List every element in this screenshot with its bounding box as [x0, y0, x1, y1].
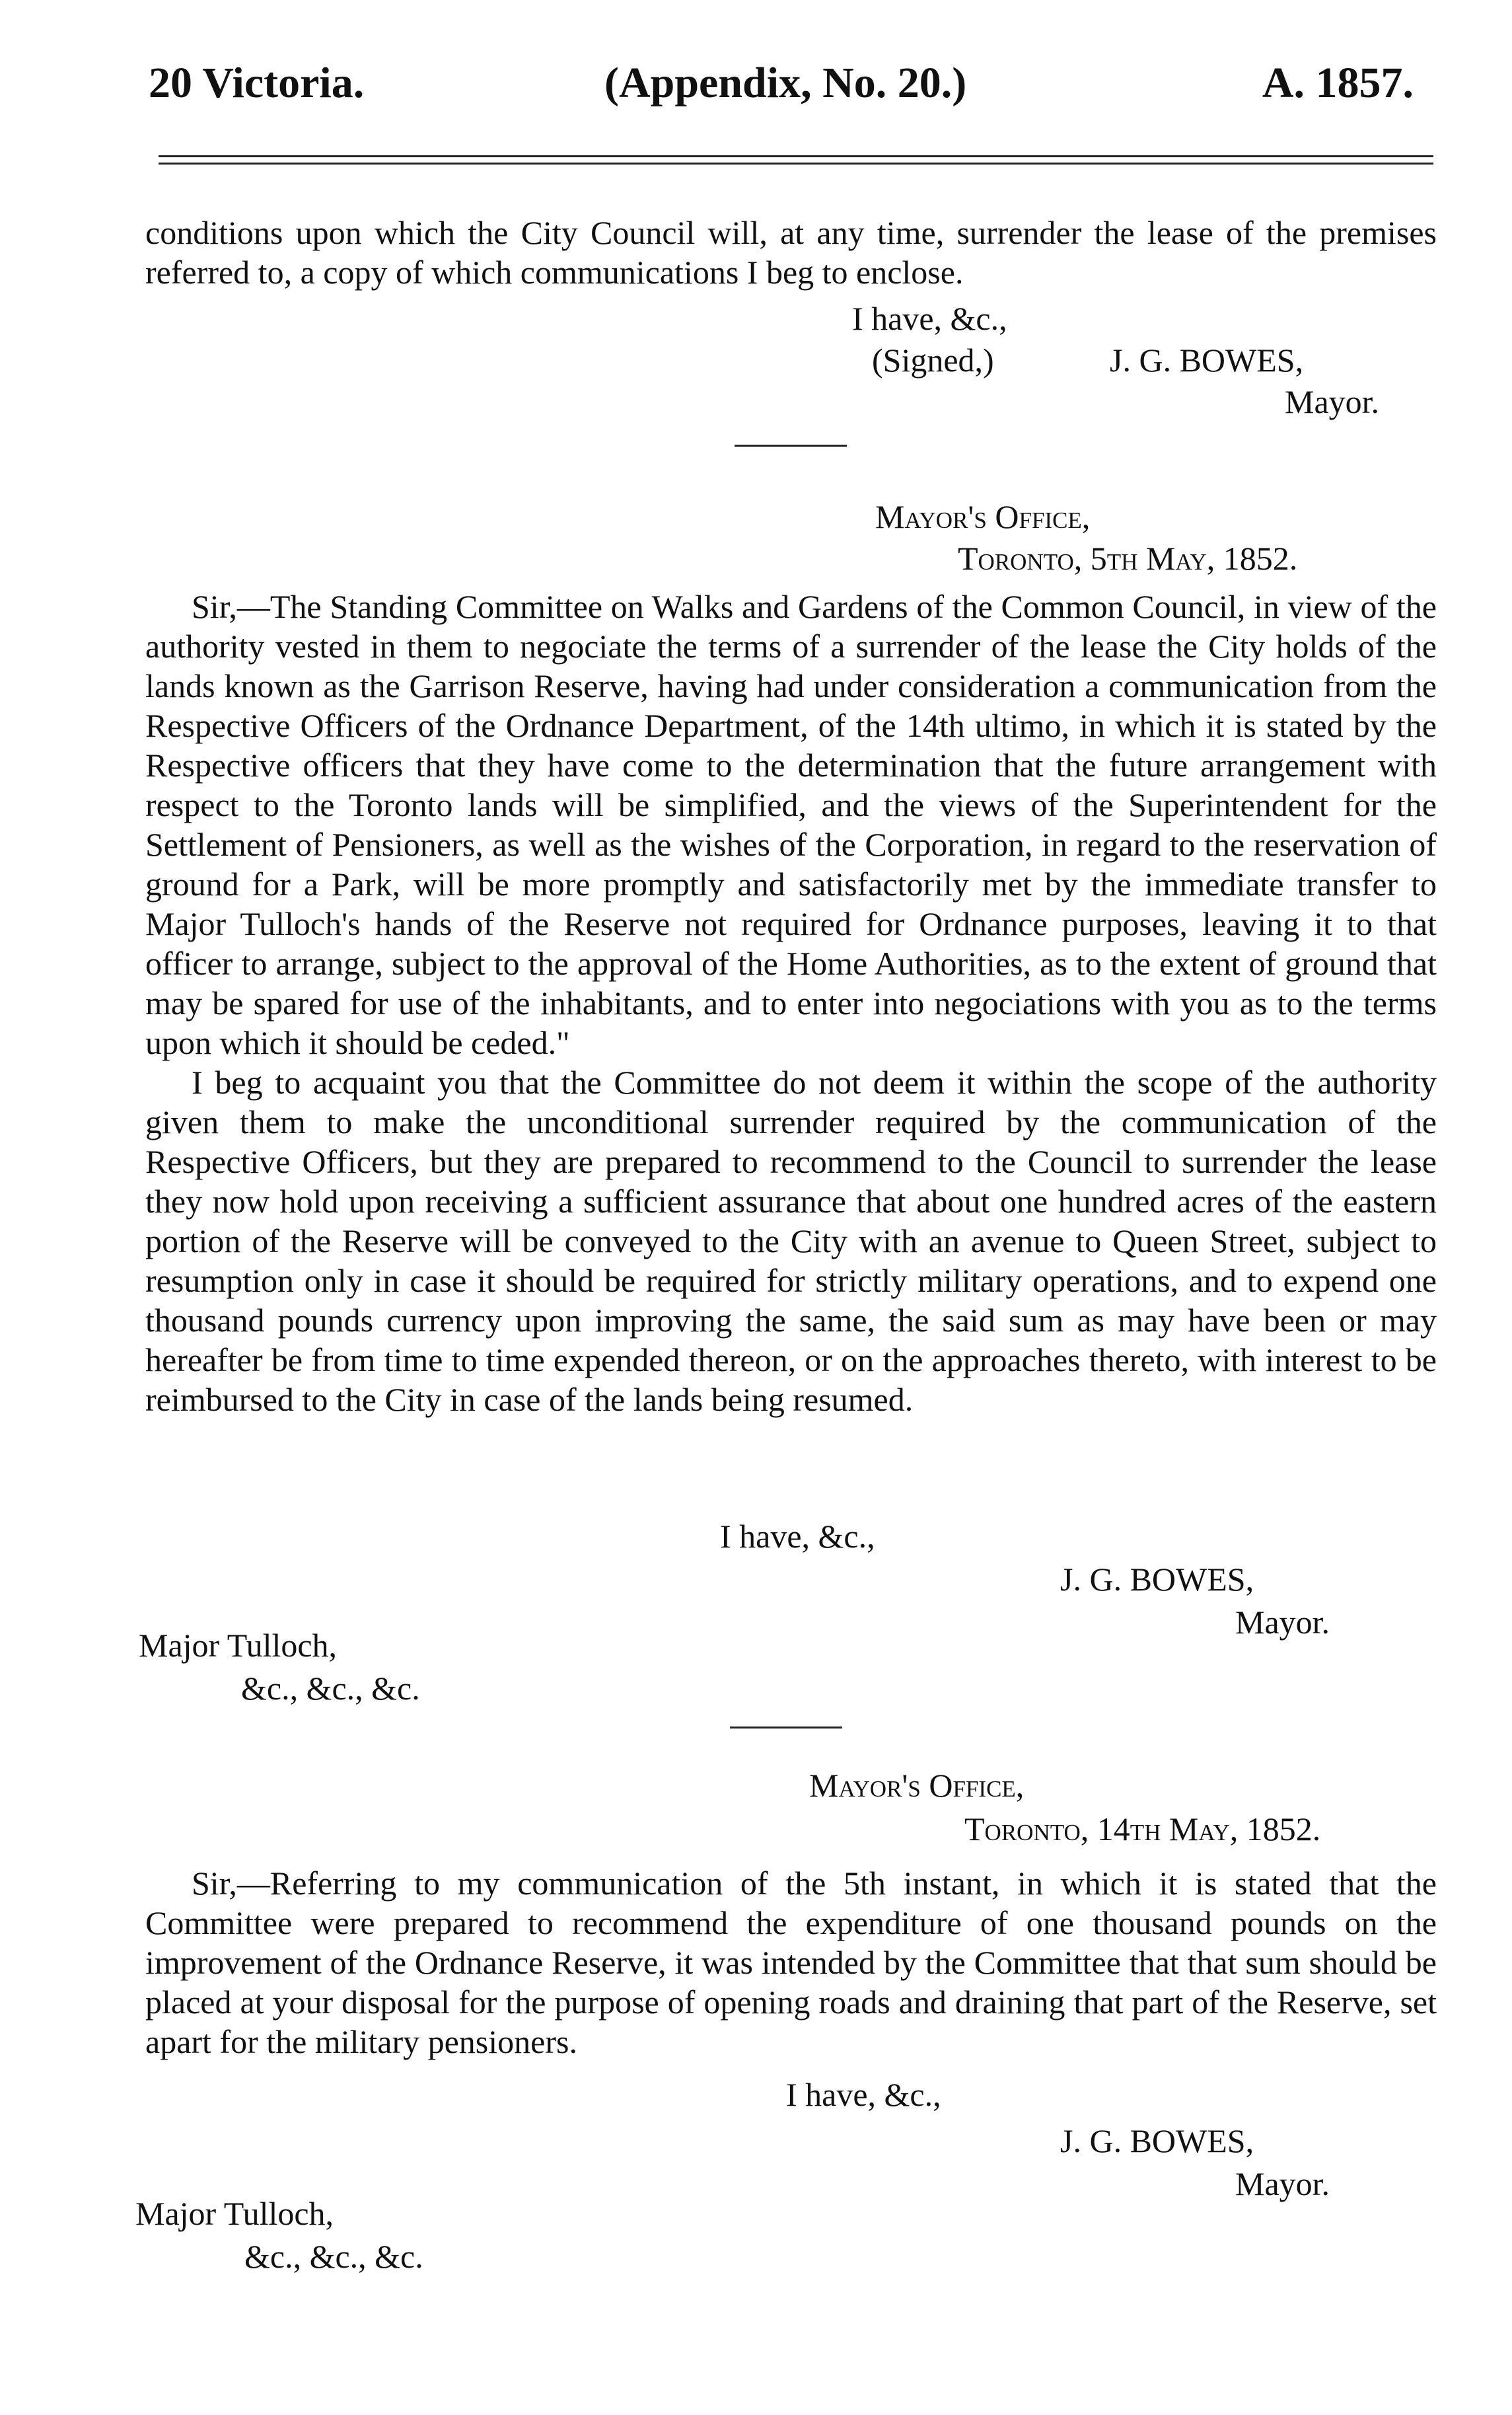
letter3-office: Mayor's Office,	[809, 1767, 1025, 1804]
letter3-closing: I have, &c.,	[786, 2076, 941, 2113]
letter1-closing: I have, &c.,	[852, 300, 1007, 337]
page-header	[149, 58, 1427, 118]
letter2-closing: I have, &c.,	[720, 1518, 875, 1555]
header-rule-top	[159, 155, 1433, 157]
letter3-body	[145, 1863, 1437, 2062]
letter1-signed: (Signed,)	[872, 342, 994, 379]
letter3-paragraph: Sir,—Referring to my communication of the 5th instant, in which it is stated that the Committee were prepared to recommend the expenditure of one thousand pounds on the improvement of the Ordnance Reserve, it was intended by the Committee that that sum should be placed at your disposal for the purpose of opening roads and draining that part of the Reserve, set apart for the military pensioners.	[145, 1865, 1437, 2060]
letter2-addressee-etc: &c., &c., &c.	[241, 1670, 420, 1707]
separator-2	[730, 1727, 842, 1728]
letter3-addressee-etc: &c., &c., &c.	[244, 2238, 423, 2275]
header-rule-bottom	[159, 163, 1433, 165]
letter3-title: Mayor.	[1235, 2165, 1330, 2202]
letter1-continuation: conditions upon which the City Council will, at any time, surrender the lease of the premises referred to, a copy of which communications I beg to enclose.	[145, 214, 1437, 291]
letter2-office: Mayor's Office,	[875, 498, 1091, 535]
letter2-paragraph-2: I beg to acquaint you that the Committee do not deem it within the scope of the authority given them to make the unconditional surrender required by the communication of the Respective Officers, but they are prepared to recommend to the Council to surrender the lease they now hold upon receiving a sufficient assurance that about one hundred acres of the eastern portion of the Reserve will be conveyed to the City with an avenue to Queen Street, subject to resumption only in case it should be required for strictly military operations, and to expend one thousand pounds currency upon improving the same, the said sum as may have been or may hereafter be from time to time expended thereon, or on the approaches thereto, with interest to be reimbursed to the City in case of the lands being resumed.	[145, 1064, 1437, 1418]
letter3-dateline	[964, 1809, 1320, 1849]
letter1-signature: J. G. BOWES,	[1110, 342, 1304, 379]
letter3-dateline-text: Toronto, 14th May, 1852.	[964, 1810, 1321, 1847]
header-appendix: (Appendix, No. 20.)	[604, 59, 967, 107]
letter3-signature: J. G. BOWES,	[1060, 2122, 1254, 2159]
letter1-title: Mayor.	[1285, 383, 1380, 420]
letter1-body	[145, 213, 1437, 292]
letter3-addressee: Major Tulloch,	[135, 2195, 334, 2232]
letter2-paragraph-1: Sir,—The Standing Committee on Walks and Gardens of the Common Council, in view of the authority vested in them to negociate the terms of a surrender of the lease the City holds of the lands known as the Garrison Reserve, having had under consideration a communication from the Respective Officers of the Ordnance Department, of the 14th ultimo, in which it is stated by the Respective officers that they have come to the determination that the future arrangement with respect to the Toronto lands will be simplified, and the views of the Superintendent for the Settlement of Pensioners, as well as the wishes of the Corporation, in regard to the reservation of ground for a Park, will be more promptly and satisfactorily met by the immediate transfer to Major Tulloch's hands of the Reserve not required for Ordnance purposes, leaving it to that officer to arrange, subject to the approval of the Home Authorities, as to the extent of ground that may be spared for use of the inhabitants, and to enter into negociations with you as to the terms upon which it should be ceded."	[145, 588, 1437, 1061]
letter2-title: Mayor.	[1235, 1604, 1330, 1641]
header-year: A. 1857.	[1262, 59, 1414, 107]
letter2-dateline-text: Toronto, 5th May, 1852.	[958, 540, 1298, 577]
header-session: 20 Victoria.	[149, 59, 365, 107]
separator-1	[735, 445, 847, 447]
letter2-body	[145, 587, 1437, 1419]
letter2-signature: J. G. BOWES,	[1060, 1561, 1254, 1598]
letter2-dateline	[958, 539, 1297, 578]
letter2-addressee: Major Tulloch,	[139, 1627, 338, 1664]
